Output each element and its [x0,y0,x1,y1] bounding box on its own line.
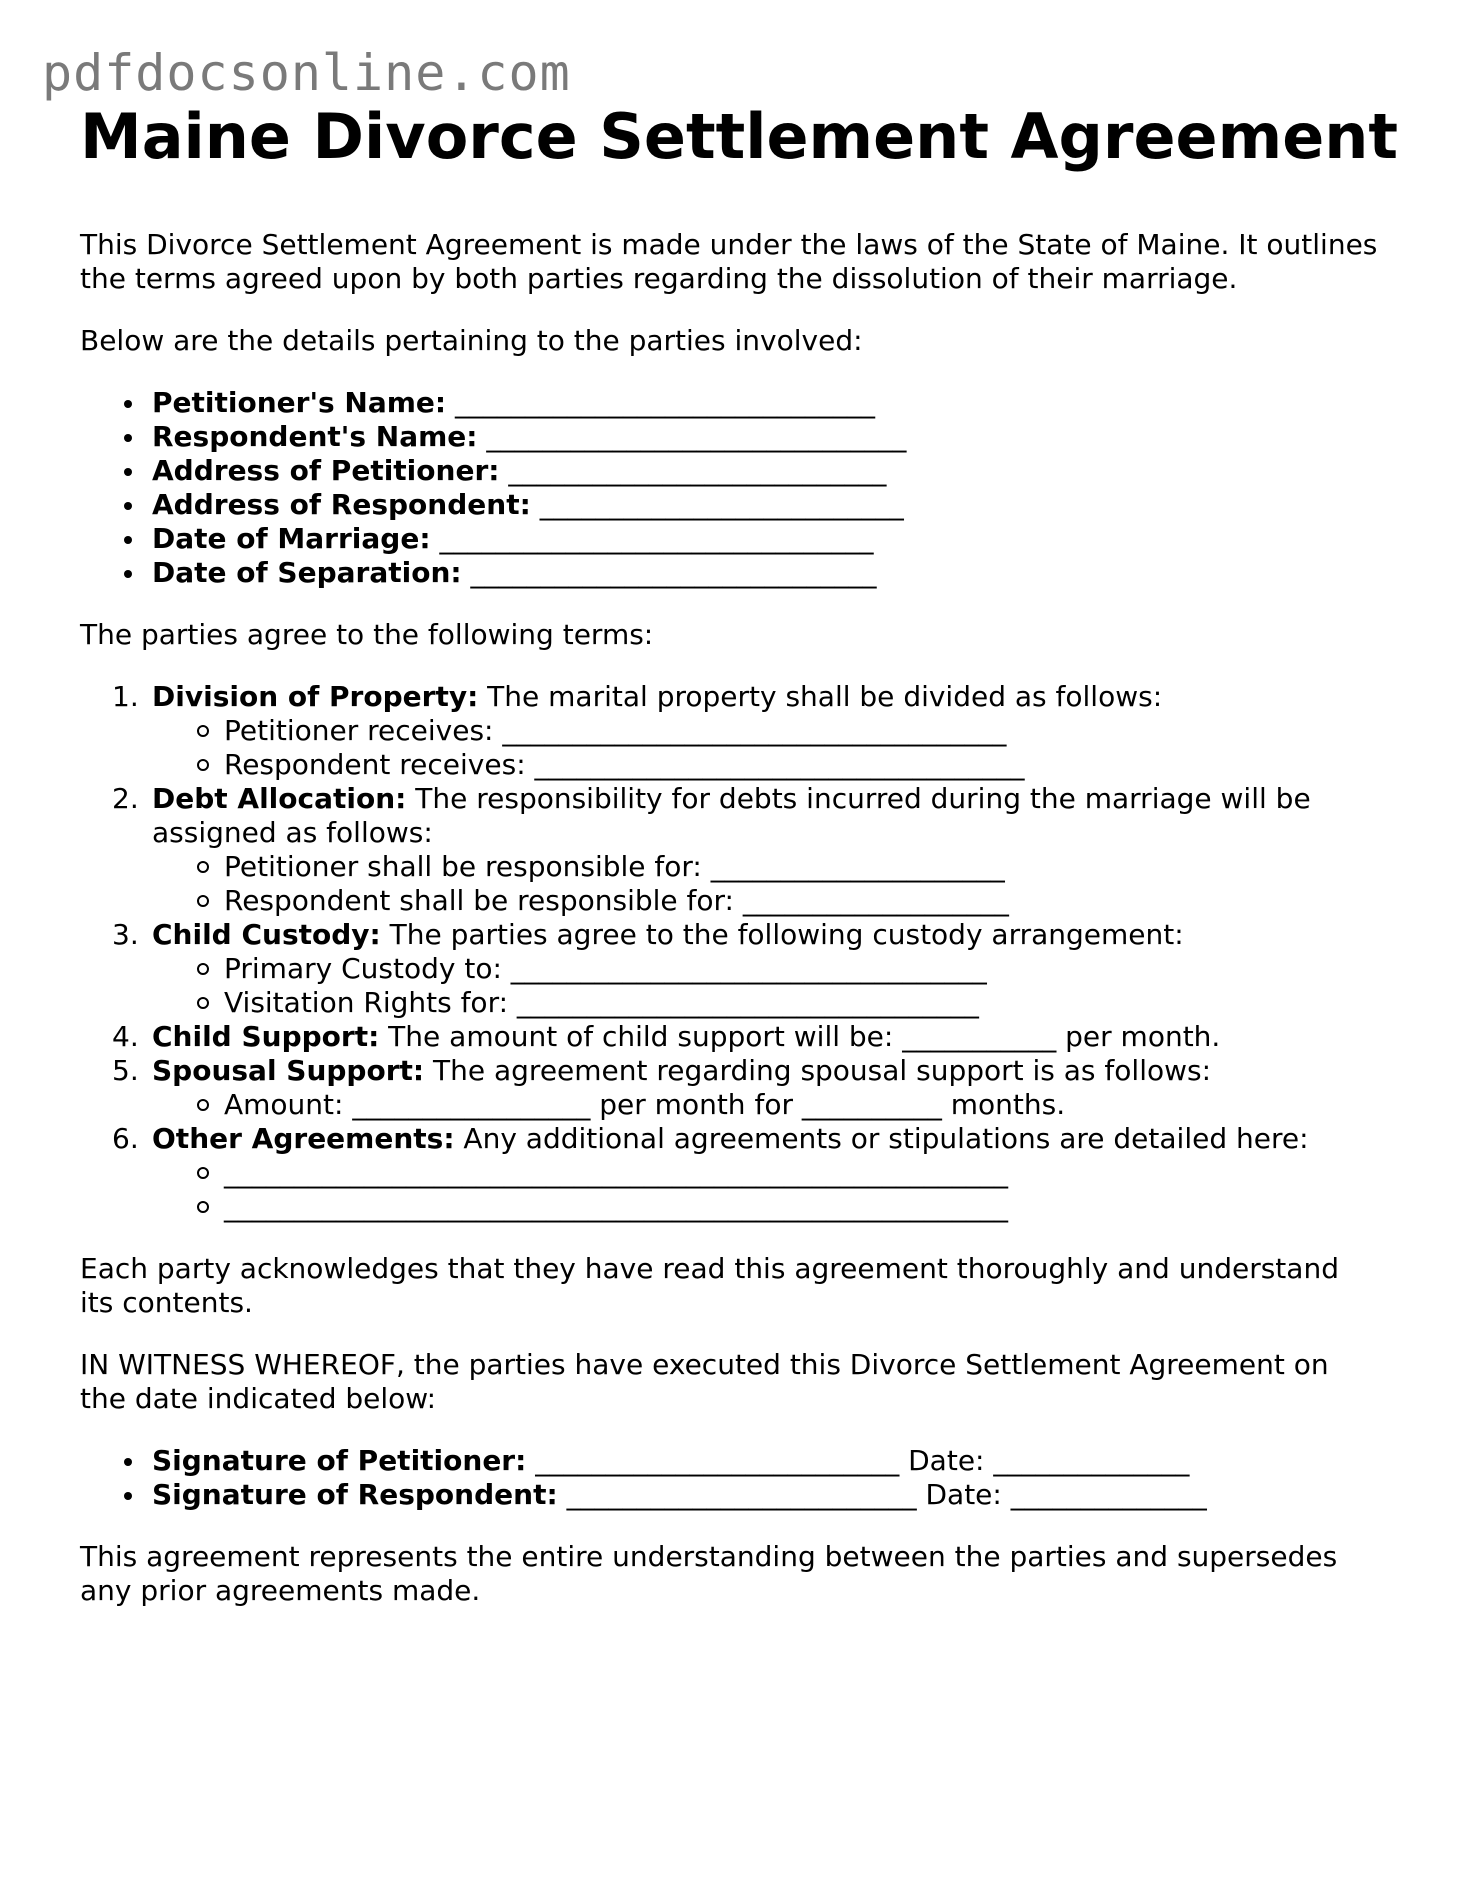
signature-blank[interactable]: __________________________ [535,1444,900,1478]
date-label: Date: [925,1478,1002,1512]
term-text: The agreement regarding spousal support is as follows: [424,1054,1212,1088]
date-blank[interactable]: ______________ [1010,1478,1207,1512]
term-label: Child Support: [152,1020,380,1054]
field-label: Date of Marriage: [152,522,431,556]
term-sublist [152,850,1380,918]
term-spousal-support [112,1054,1380,1122]
document-title: Maine Divorce Settlement Agreement [80,100,1399,173]
term-child-custody [112,918,1380,1020]
term-text: The marital property shall be divided as follows: [478,680,1163,714]
term-sublist [152,1088,1380,1122]
field-label: Respondent's Name: [152,420,478,454]
sub-item[interactable]: Respondent shall be responsible for: ___________________ [224,884,1380,918]
witness-paragraph: IN WITNESS WHEREOF, the parties have executed this Divorce Settlement Agreement on the date indicated below: [80,1348,1329,1416]
date-blank[interactable]: ______________ [993,1444,1190,1478]
fill-blank[interactable]: _____________________________ [470,556,877,590]
term-other-agreements [112,1122,1380,1224]
sub-item[interactable]: ________________________________________________________ [224,1190,1380,1224]
sub-item[interactable]: Primary Custody to: __________________________________ [224,952,1380,986]
term-label: Child Custody: [152,918,381,952]
fill-blank[interactable]: _______________________________ [439,522,874,556]
term-debt-allocation [112,782,1380,918]
sub-item[interactable]: Amount: _________________ per month for __________ months. [224,1088,1380,1122]
field-label: Address of Petitioner: [152,454,500,488]
term-division-of-property [112,680,1380,782]
term-sublist [152,1156,1380,1224]
term-text: The responsibility for debts incurred during the marriage will be assigned as follows: [152,782,1311,850]
term-number: 1. [112,680,139,714]
signature-list [80,1444,1380,1512]
party-field-date-of-marriage [152,522,1380,556]
closing-paragraph: This agreement represents the entire understanding between the parties and supersedes any prior agreements made. [80,1540,1338,1608]
term-text: Any additional agreements or stipulations are detailed here: [454,1122,1309,1156]
term-sublist [152,714,1380,782]
intro-paragraph: This Divorce Settlement Agreement is made under the laws of the State of Maine. It outlines the terms agreed upon by both parties regarding the dissolution of their marriage. [80,228,1378,296]
fill-blank[interactable]: ___________________________ [508,454,887,488]
term-number: 3. [112,918,139,952]
signature-label: Signature of Petitioner: [152,1444,527,1478]
document-body [80,100,1399,1608]
sub-item[interactable]: Petitioner shall be responsible for: _____________________ [224,850,1380,884]
term-text: The parties agree to the following custody arrangement: [380,918,1184,952]
term-number: 2. [112,782,139,816]
term-label: Division of Property: [152,680,479,714]
term-label: Debt Allocation: [152,782,407,816]
field-label: Petitioner's Name: [152,386,447,420]
party-field-respondent-name [152,420,1380,454]
sub-item[interactable]: Visitation Rights for: _________________________________ [224,986,1380,1020]
term-label: Spousal Support: [152,1054,425,1088]
term-number: 5. [112,1054,139,1088]
party-field-petitioner-name [152,386,1380,420]
term-child-support [112,1020,1380,1054]
signature-petitioner [152,1444,1380,1478]
signature-label: Signature of Respondent: [152,1478,558,1512]
sub-item[interactable]: Petitioner receives: ____________________________________ [224,714,1380,748]
terms-list [80,680,1380,1224]
term-label: Other Agreements: [152,1122,455,1156]
acknowledgment-paragraph: Each party acknowledges that they have read this agreement thoroughly and understand its contents. [80,1252,1339,1320]
sub-item[interactable]: ________________________________________________________ [224,1156,1380,1190]
party-field-petitioner-address [152,454,1380,488]
field-label: Address of Respondent: [152,488,531,522]
term-text[interactable]: The amount of child support will be: ___________ per month. [379,1020,1221,1054]
signature-blank[interactable]: _________________________ [566,1478,917,1512]
date-label: Date: [908,1444,985,1478]
parties-list [80,386,1380,590]
terms-lead: The parties agree to the following terms: [80,618,654,652]
field-label: Date of Separation: [152,556,462,590]
party-field-date-of-separation [152,556,1380,590]
signature-respondent [152,1478,1380,1512]
fill-blank[interactable]: ______________________________ [455,386,876,420]
term-number: 4. [112,1020,139,1054]
term-number: 6. [112,1122,139,1156]
fill-blank[interactable]: ______________________________ [486,420,907,454]
party-field-respondent-address [152,488,1380,522]
watermark: pdfdocsonline.com [42,44,571,102]
term-sublist [152,952,1380,1020]
fill-blank[interactable]: __________________________ [539,488,904,522]
sub-item[interactable]: Respondent receives: ___________________________________ [224,748,1380,782]
parties-lead: Below are the details pertaining to the parties involved: [80,324,863,358]
